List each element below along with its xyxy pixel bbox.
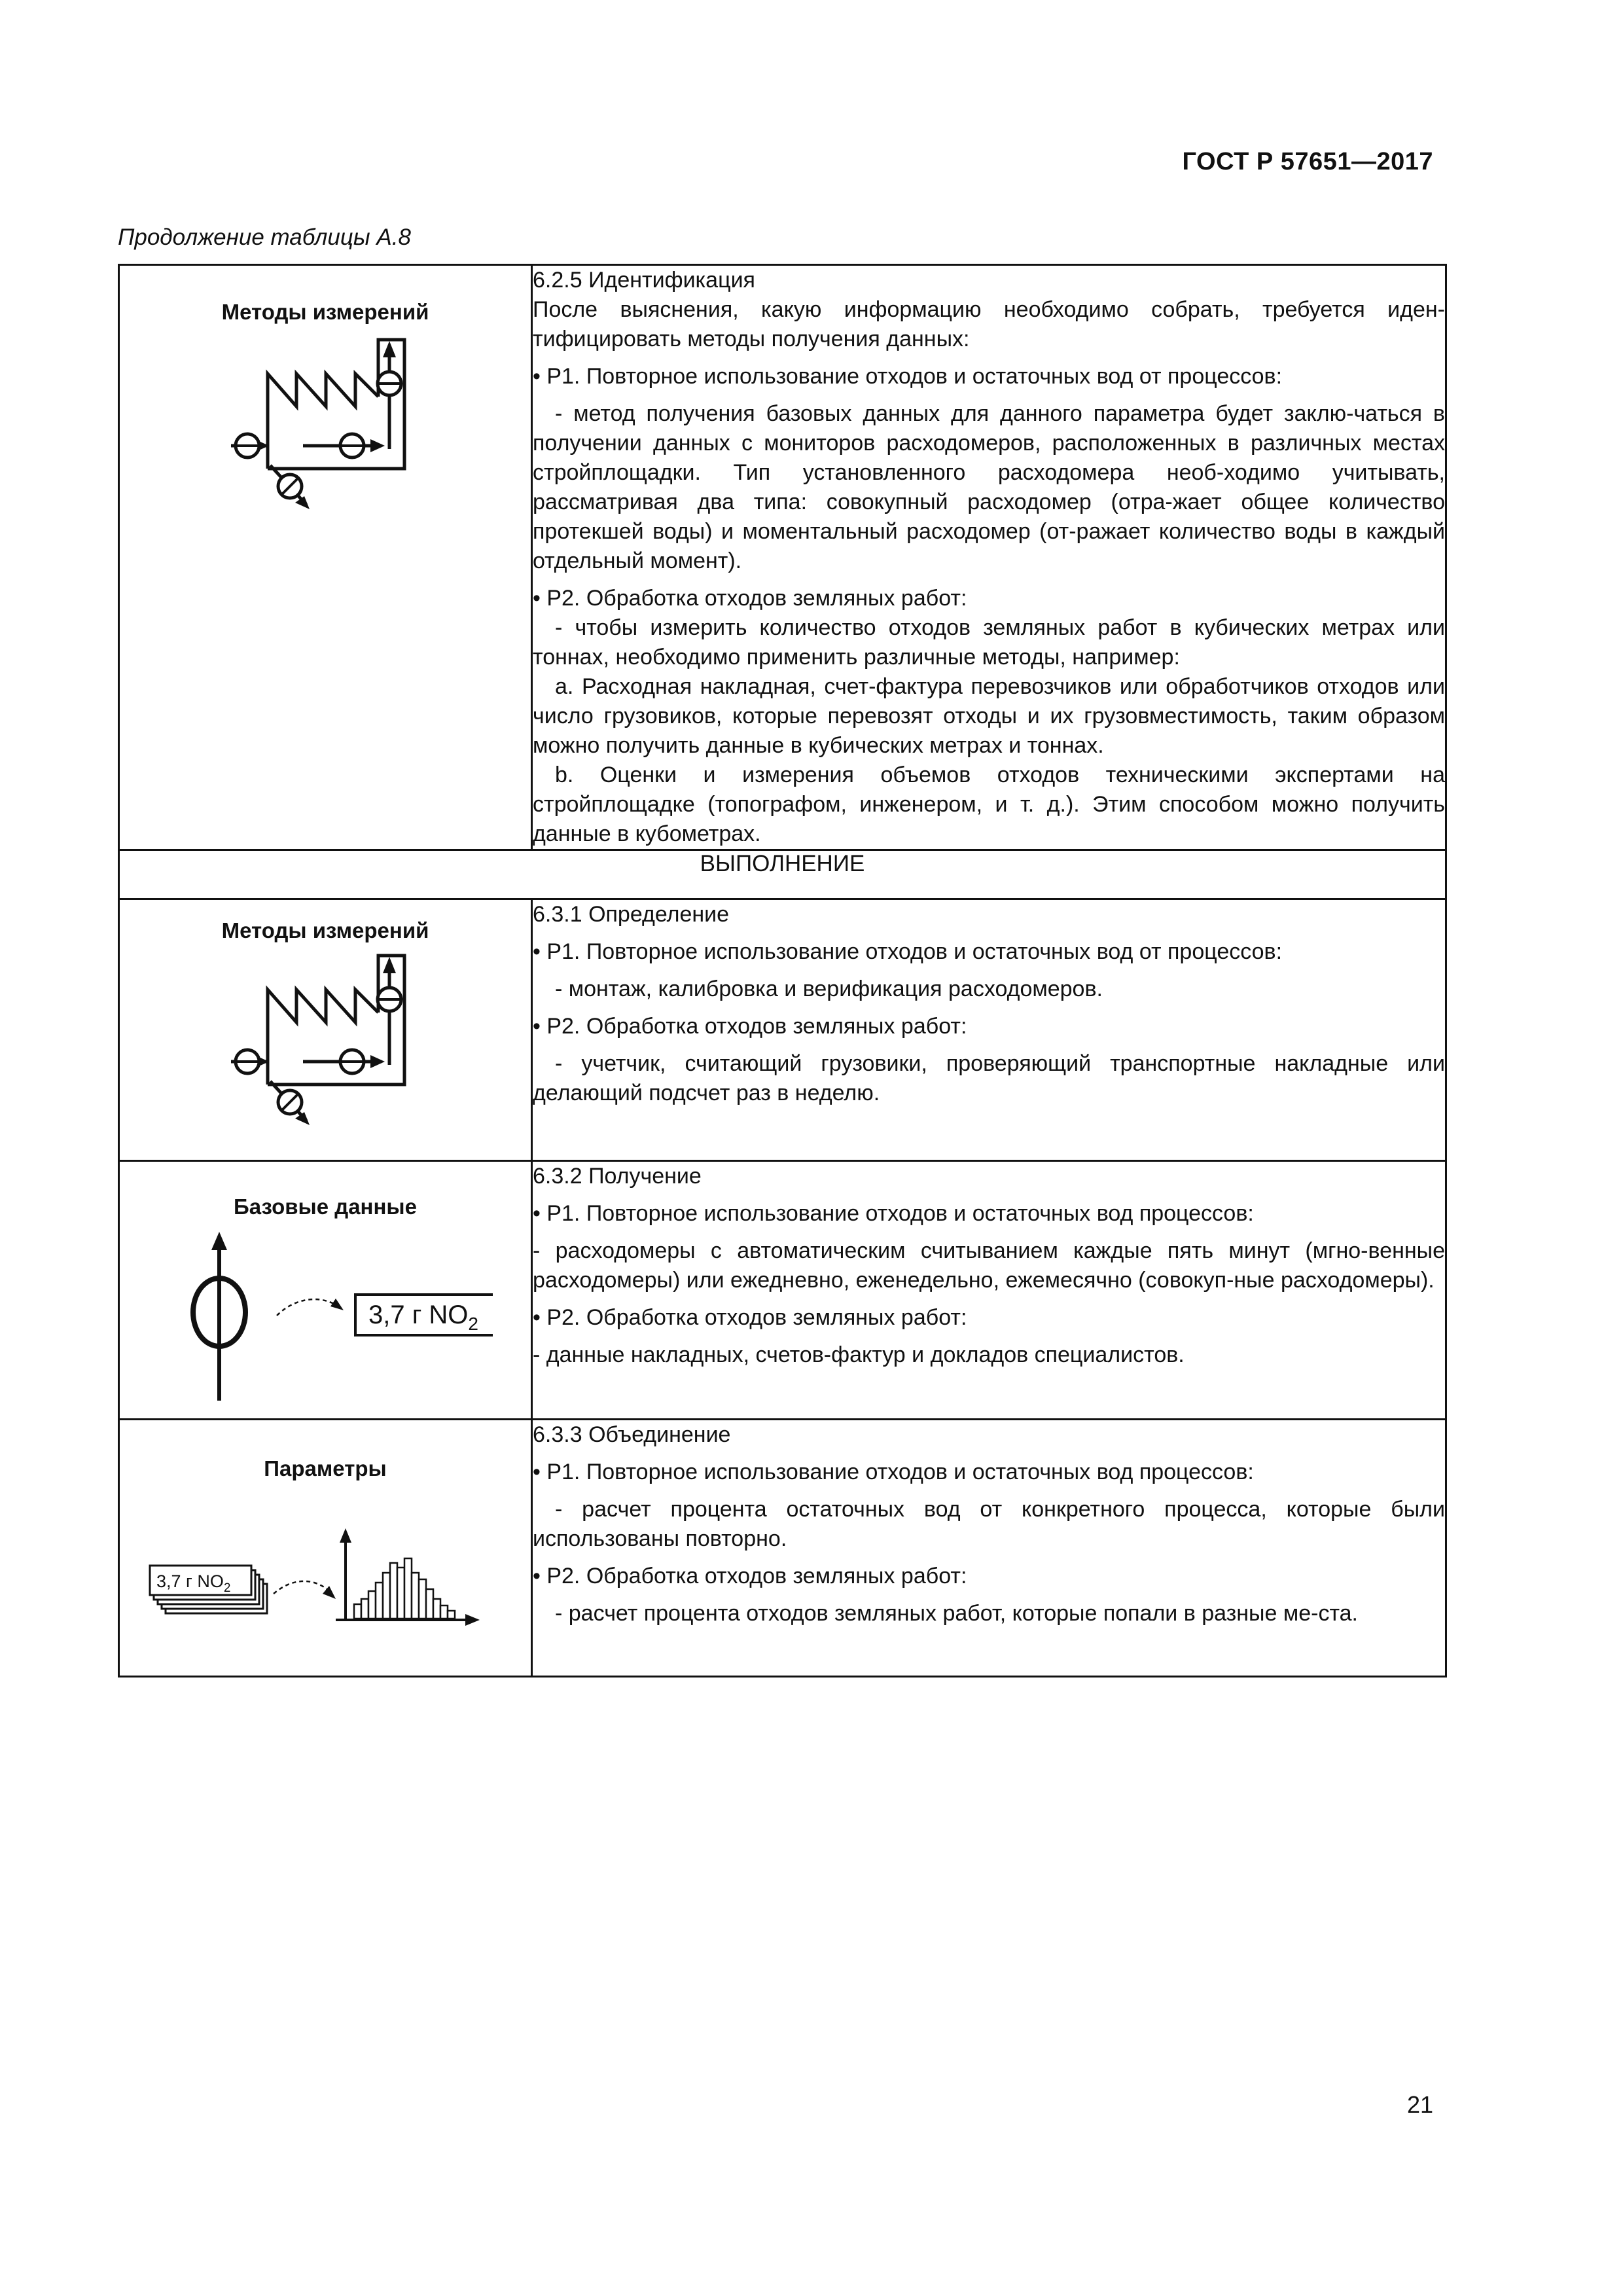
bullet-p2: • Р2. Обработка отходов земляных работ: [533, 586, 967, 611]
p2-item-a: a. Расходная накладная, счет-фактура перевозчиков или обработчиков отходов или число грузовиков, которые перевозят отходы и их грузовместимость, таким образом можно получить данные в кубических метрах и тоннах. [533, 674, 1445, 758]
bullet-p1: • Р1. Повторное использование отходов и остаточных вод от процессов: [533, 364, 1283, 389]
data-transfer-arrow [277, 1299, 337, 1316]
histogram-bar [376, 1583, 383, 1619]
p1-text: - расходомеры с автоматическим считыванием каждые пять минут (мгно-венные расходомеры) или ежедневно, еженедельно, ежемесячно (совокуп-ные расходомеры). [533, 1238, 1445, 1293]
table-row [119, 265, 1446, 850]
histogram-bar [448, 1611, 455, 1619]
table-row [119, 1420, 1446, 1677]
bullet-p1: • Р1. Повторное использование отходов и остаточных вод процессов: [533, 1460, 1254, 1484]
measurement-methods-diagram [231, 331, 427, 528]
histogram-bar [426, 1589, 433, 1619]
bullet-p1: • Р1. Повторное использование отходов и остаточных вод от процессов: [533, 939, 1283, 964]
section-heading: 6.3.2 Получение [533, 1164, 702, 1189]
figure-cell [119, 265, 532, 850]
histogram-bar [397, 1568, 404, 1619]
histogram-bar [440, 1605, 448, 1619]
p2-text: - учетчик, считающий грузовики, проверяющий транспортные накладные или делающий подсчет раз в неделю. [533, 1051, 1445, 1105]
chimney-outline [268, 340, 404, 469]
description-cell [532, 1420, 1446, 1677]
section-heading: 6.2.5 Идентификация [533, 268, 755, 293]
section-heading: 6.3.1 Определение [533, 902, 730, 927]
figure-cell [119, 899, 532, 1161]
aggregation-arrow [274, 1581, 330, 1594]
parameters-diagram [146, 1489, 512, 1640]
histogram-bar [361, 1599, 368, 1619]
bullet-p2: • Р2. Обработка отходов земляных работ: [533, 1014, 967, 1039]
bullet-p2: • Р2. Обработка отходов земляных работ: [533, 1564, 967, 1588]
measurement-methods-diagram [231, 947, 427, 1143]
figure-cell [119, 1420, 532, 1677]
figure-title: Параметры [264, 1456, 387, 1480]
page-number: 21 [1406, 2091, 1433, 2118]
p2-text: - данные накладных, счетов-фактур и докладов специалистов. [533, 1342, 1185, 1367]
measurement-value-label: 3,7 г $NO_2$ [368, 1300, 478, 1334]
histogram-chart [336, 1528, 480, 1626]
record-value-label: 3,7 г $NO_2$ [156, 1571, 231, 1595]
histogram-bar [390, 1563, 397, 1619]
figure-title: Базовые данные [234, 1194, 417, 1219]
histogram-bar [368, 1591, 376, 1619]
histogram-bar [383, 1573, 390, 1619]
p1-text: - метод получения базовых данных для данного параметра будет заклю-чаться в получении данных с мониторов расходомеров, расположенных в различных местах стройплощадки. Тип установленного расходомера необ-ходимо учитывать, рассматривая два типа: совокупный расходомер (отра-жает общее количество протекшей воды) и моментальный расходомер (от-ражает количество воды в каждый отдельный момент). [533, 401, 1445, 573]
histogram-bar [354, 1604, 361, 1619]
table-caption: Продолжение таблицы А.8 [118, 224, 411, 250]
figure-title: Методы измерений [221, 300, 429, 324]
p2-text: - расчет процента отходов земляных работ, которые попали в разные ме-ста. [555, 1601, 1358, 1626]
bullet-p1: • Р1. Повторное использование отходов и остаточных вод процессов: [533, 1201, 1254, 1226]
histogram-bar [433, 1599, 440, 1619]
histogram-bar [419, 1579, 426, 1619]
table-a8-continuation [118, 264, 1447, 1677]
histogram-bar [412, 1573, 419, 1619]
figure-title: Методы измерений [221, 918, 429, 942]
histogram-bar [404, 1558, 412, 1619]
table-row [119, 899, 1446, 1161]
intro-paragraph: После выяснения, какую информацию необходимо собрать, требуется иден-тифицировать методы получения данных: [533, 297, 1445, 351]
base-data-diagram [166, 1224, 493, 1407]
standard-designation: ГОСТ Р 57651—2017 [1182, 148, 1433, 175]
section-title: ВЫПОЛНЕНИЕ [119, 850, 1446, 899]
chimney-outline [268, 956, 404, 1085]
p2-text: - чтобы измерить количество отходов земляных работ в кубических метрах или тоннах, необходимо применить различные методы, например: [533, 615, 1445, 670]
bullet-p2: • Р2. Обработка отходов земляных работ: [533, 1305, 967, 1330]
description-cell [532, 265, 1446, 850]
p2-item-b: b. Оценки и измерения объемов отходов техническими экспертами на стройплощадке (топографом, инженером, и т. д.). Этим способом можно получить данные в кубометрах. [533, 762, 1445, 846]
p1-text: - монтаж, калибровка и верификация расходомеров. [555, 977, 1103, 1001]
description-cell [532, 899, 1446, 1161]
figure-cell [119, 1161, 532, 1420]
table-row [119, 1161, 1446, 1420]
p1-text: - расчет процента остаточных вод от конкретного процесса, которые были использованы повторно. [533, 1497, 1445, 1551]
table-row [119, 850, 1446, 899]
section-heading: 6.3.3 Объединение [533, 1422, 731, 1447]
description-cell [532, 1161, 1446, 1420]
